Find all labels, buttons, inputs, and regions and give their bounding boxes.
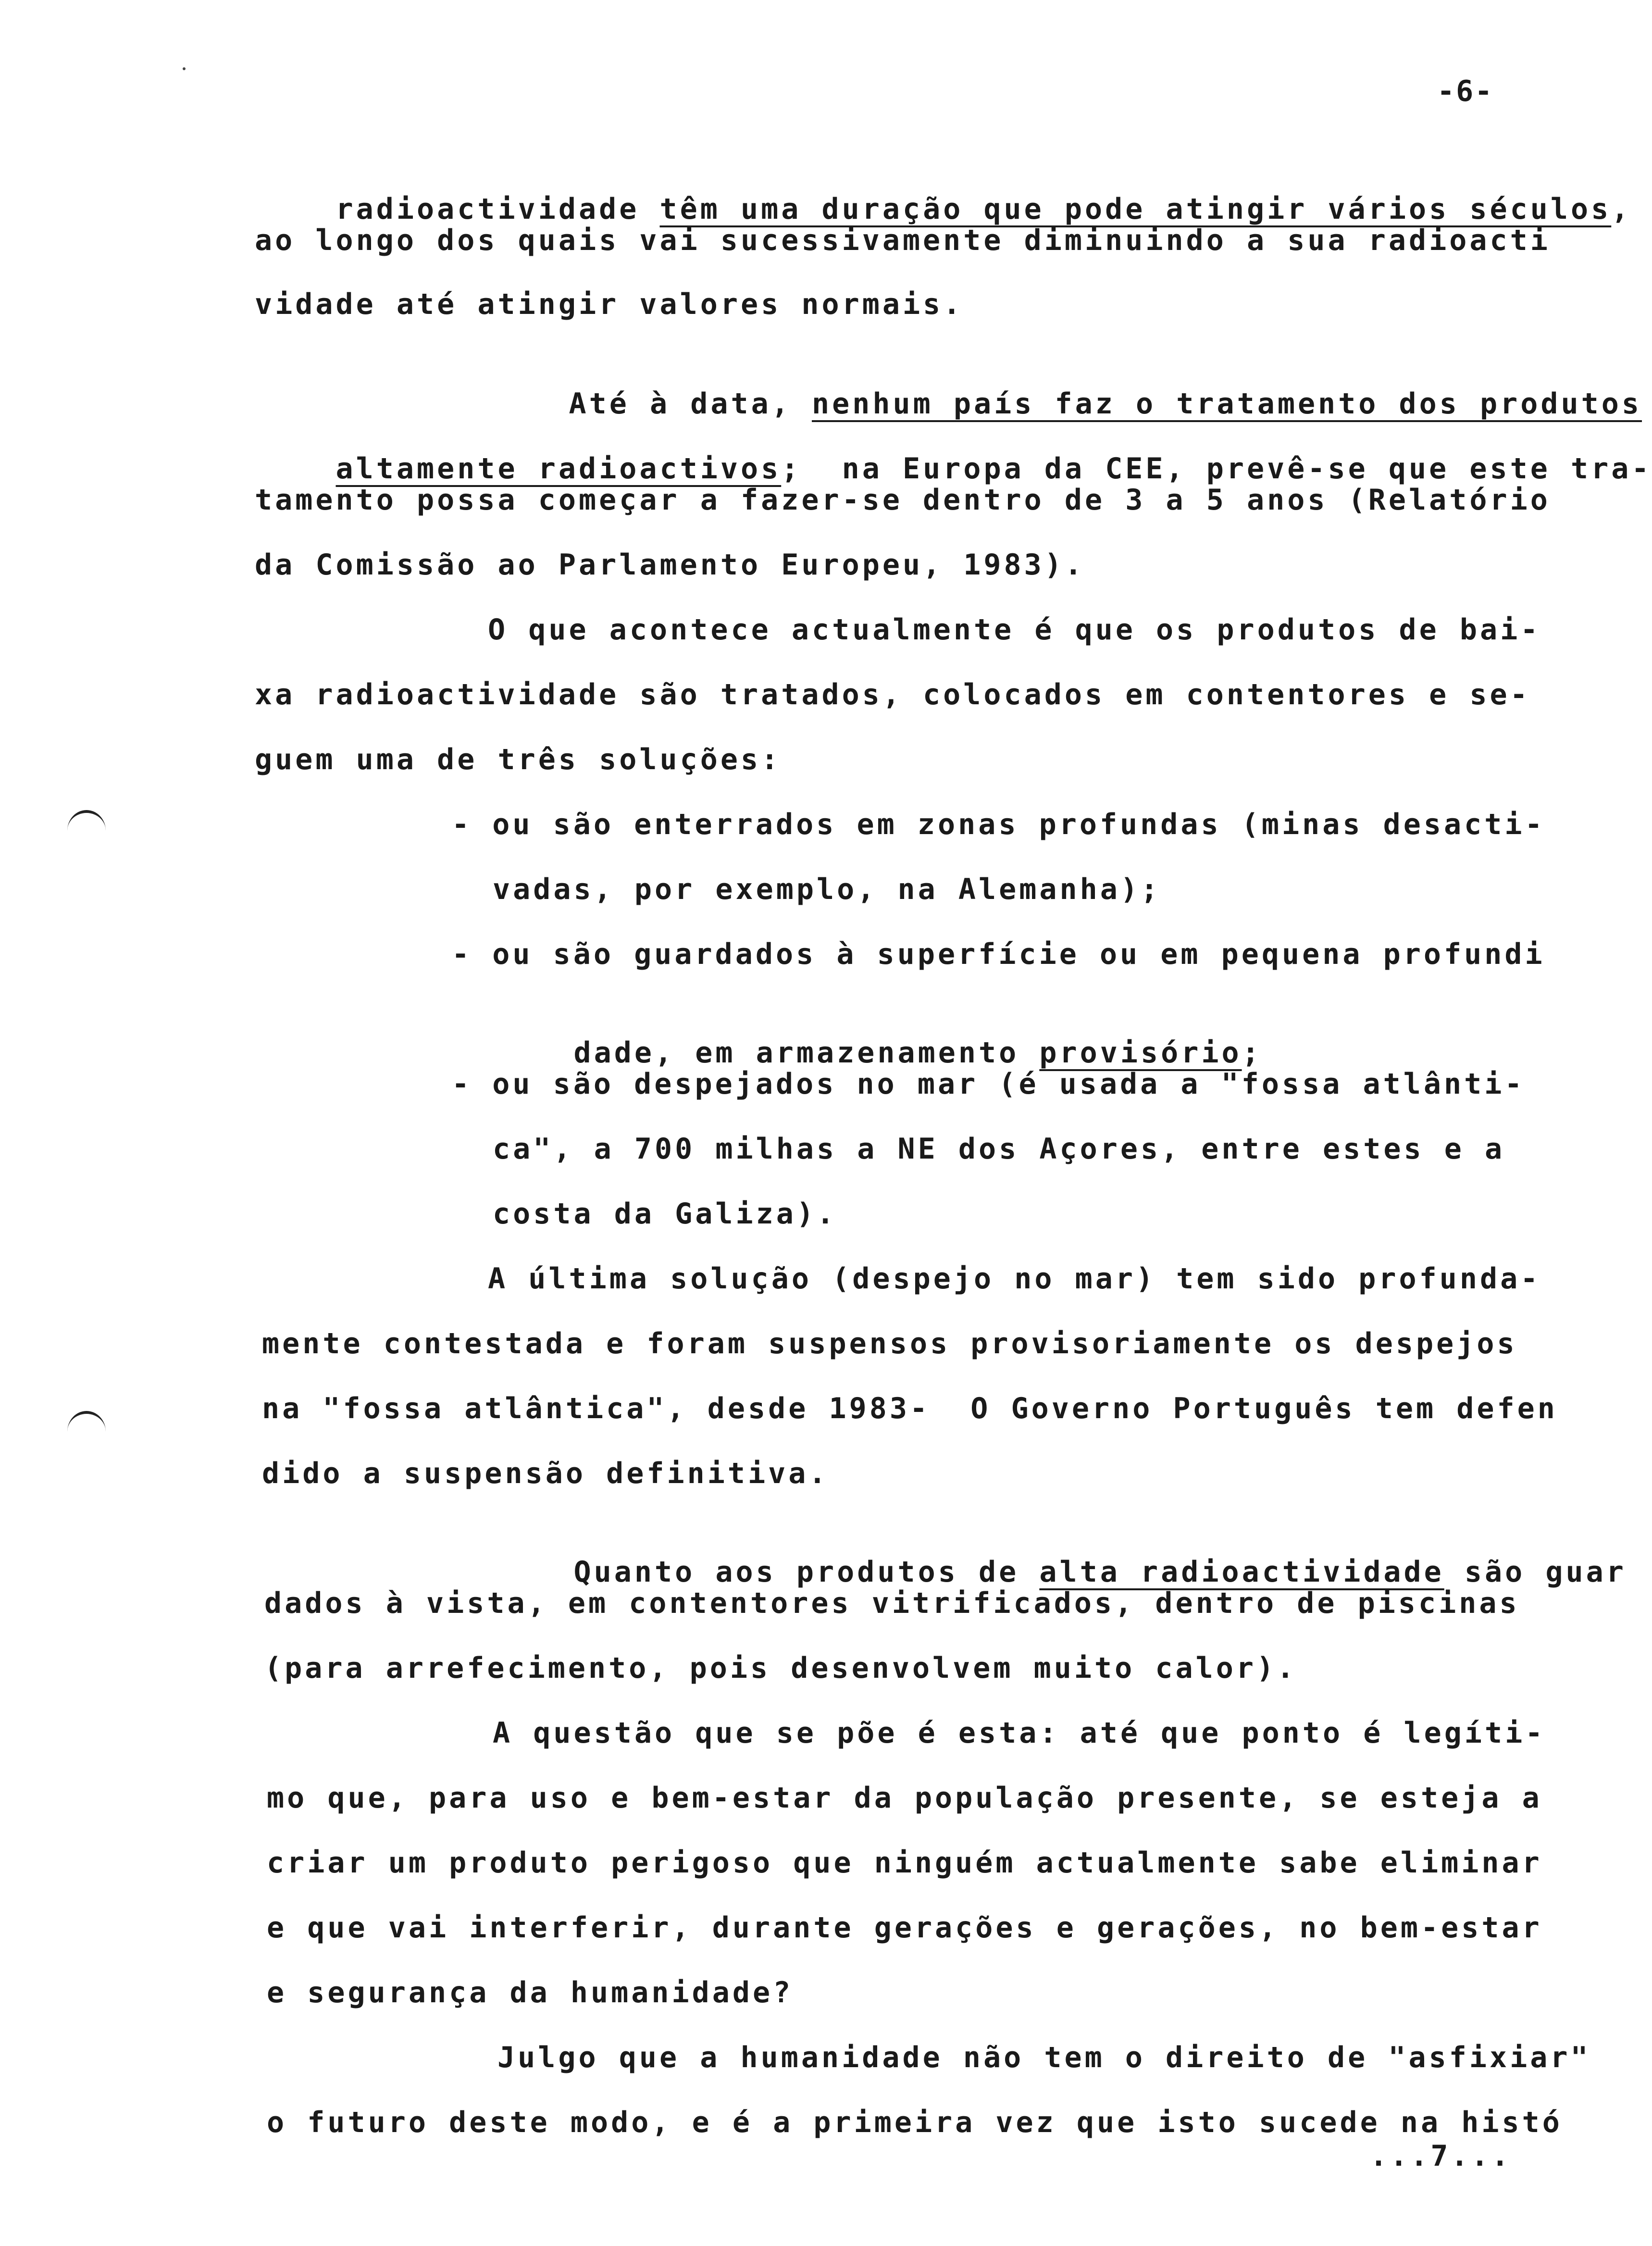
text-line: ca", a 700 milhas a NE dos Açores, entre estes e a	[493, 1132, 1505, 1166]
text-run: - ou são enterrados em zonas profundas (minas desacti-	[452, 808, 1545, 841]
text-run: Até à data,	[569, 387, 812, 421]
text-line: dido a suspensão definitiva.	[262, 1457, 829, 1490]
text-run: Quanto aos produtos de	[573, 1555, 1040, 1589]
text-run: ;	[1242, 1036, 1262, 1070]
punch-hole-mark-bottom	[67, 1411, 106, 1452]
page-number: -6-	[1437, 75, 1494, 108]
underlined-text: têm uma duração que pode atingir vários séculos	[659, 192, 1612, 226]
text-line: vadas, por exemplo, na Alemanha);	[493, 873, 1161, 906]
text-line: xa radioactividade são tratados, colocados em contentores e se-	[255, 678, 1530, 711]
underlined-text: alta radioactividade	[1039, 1555, 1444, 1589]
text-line: na "fossa atlântica", desde 1983- O Governo Português tem defen	[262, 1392, 1558, 1425]
underlined-text: nenhum país faz o tratamento dos produtos	[811, 387, 1642, 421]
text-line: e segurança da humanidade?	[267, 1976, 794, 2009]
text-run: são guar	[1444, 1555, 1627, 1589]
text-run: radioactividade	[335, 192, 660, 226]
text-line: da Comissão ao Parlamento Europeu, 1983).	[255, 548, 1085, 582]
text-line: ao longo dos quais vai sucessivamente diminuindo a sua radioacti	[255, 224, 1551, 257]
text-line: o futuro deste modo, e é a primeira vez que isto sucede na histó	[267, 2106, 1563, 2139]
text-line: A última solução (despejo no mar) tem sido profunda-	[488, 1262, 1541, 1296]
text-line: costa da Galiza).	[493, 1197, 837, 1231]
text-line: dados à vista, em contentores vitrificados, dentro de piscinas	[264, 1586, 1520, 1620]
text-line: criar um produto perigoso que ninguém actualmente sabe eliminar	[267, 1846, 1542, 1880]
list-item	[452, 808, 1545, 841]
continuation-marker: ...7...	[1370, 2139, 1512, 2173]
text-run: ; na Europa da CEE, prevê-se que este tra-	[781, 452, 1652, 486]
text-line: Julgo que a humanidade não tem o direito de "asfixiar"	[497, 2041, 1591, 2074]
text-run: ,	[1611, 192, 1632, 226]
text-line: mo que, para uso e bem-estar da população presente, se esteja a	[267, 1781, 1542, 1815]
list-item	[452, 937, 1545, 971]
scan-speck	[183, 67, 186, 70]
text-run: dade, em armazenamento	[573, 1036, 1040, 1070]
text-line: e que vai interferir, durante gerações e gerações, no bem-estar	[267, 1911, 1542, 1945]
text-line: guem uma de três soluções:	[255, 743, 782, 776]
text-line: (para arrefecimento, pois desenvolvem muito calor).	[264, 1651, 1297, 1685]
text-line: A questão que se põe é esta: até que ponto é legíti-	[493, 1716, 1546, 1750]
text-run: - ou são despejados no mar (é usada a "fossa atlânti-	[452, 1067, 1525, 1101]
text-line: vidade até atingir valores normais.	[255, 287, 964, 321]
text-line: tamento possa começar a fazer-se dentro de 3 a 5 anos (Relatório	[255, 483, 1551, 517]
punch-hole-mark-top	[67, 810, 106, 851]
text-line: O que acontece actualmente é que os produtos de bai-	[488, 613, 1541, 647]
text-line: mente contestada e foram suspensos provisoriamente os despejos	[262, 1327, 1517, 1360]
underlined-text: provisório	[1039, 1036, 1242, 1070]
text-run: - ou são guardados à superfície ou em pequena profundi	[452, 937, 1545, 971]
list-item	[452, 1067, 1525, 1101]
underlined-text: altamente radioactivos	[335, 452, 782, 486]
